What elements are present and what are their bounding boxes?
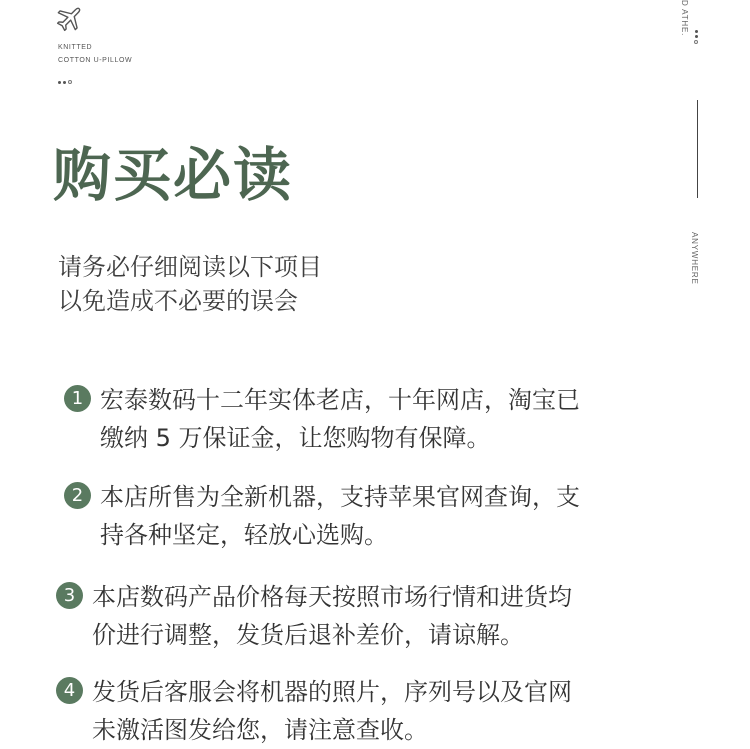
airplane-icon	[55, 3, 85, 33]
notice-text	[92, 673, 572, 749]
side-dots	[694, 30, 698, 44]
notice-item	[64, 381, 580, 457]
subtitle-line-1: 请务必仔细阅读以下项目	[58, 253, 322, 281]
dot-icon	[58, 81, 61, 84]
side-text-top: D ATHE.	[680, 0, 689, 37]
notice-line: 本店所售为全新机器，支持苹果官网查询，支	[100, 483, 580, 511]
dot-icon	[63, 81, 66, 84]
notice-line: 未激活图发给您，请注意查收。	[92, 716, 428, 744]
hollow-dot-icon	[68, 80, 72, 84]
notice-line: 缴纳 5 万保证金，让您购物有保障。	[100, 424, 491, 452]
notice-line: 价进行调整，发货后退补差价，请谅解。	[92, 621, 524, 649]
dot-icon	[695, 35, 698, 38]
brand-line-2: COTTON U-PILLOW	[58, 57, 133, 64]
notice-text	[100, 381, 580, 457]
notice-item	[56, 578, 572, 654]
notice-text	[100, 478, 580, 554]
page-title: 购买必读	[53, 141, 294, 209]
subtitle	[58, 250, 322, 318]
subtitle-line-2: 以免造成不必要的误会	[58, 287, 298, 315]
hollow-dot-icon	[694, 40, 698, 44]
number-badge: 1	[64, 385, 91, 412]
notice-line: 宏泰数码十二年实体老店，十年网店，淘宝已	[100, 386, 580, 414]
number-badge: 2	[64, 482, 91, 509]
vertical-divider	[697, 100, 698, 198]
brand-dots	[58, 80, 72, 84]
notice-line: 发货后客服会将机器的照片，序列号以及官网	[92, 678, 572, 706]
notice-item	[56, 673, 572, 749]
notice-line: 持各种坚定，轻放心选购。	[100, 521, 388, 549]
notice-line: 本店数码产品价格每天按照市场行情和进货均	[92, 583, 572, 611]
number-badge: 4	[56, 677, 83, 704]
notice-text	[92, 578, 572, 654]
brand-line-1: KNITTED	[58, 44, 93, 51]
notice-item	[64, 478, 580, 554]
dot-icon	[695, 30, 698, 33]
number-badge: 3	[56, 582, 83, 609]
side-text-bottom: ANYWHERE	[690, 232, 699, 285]
